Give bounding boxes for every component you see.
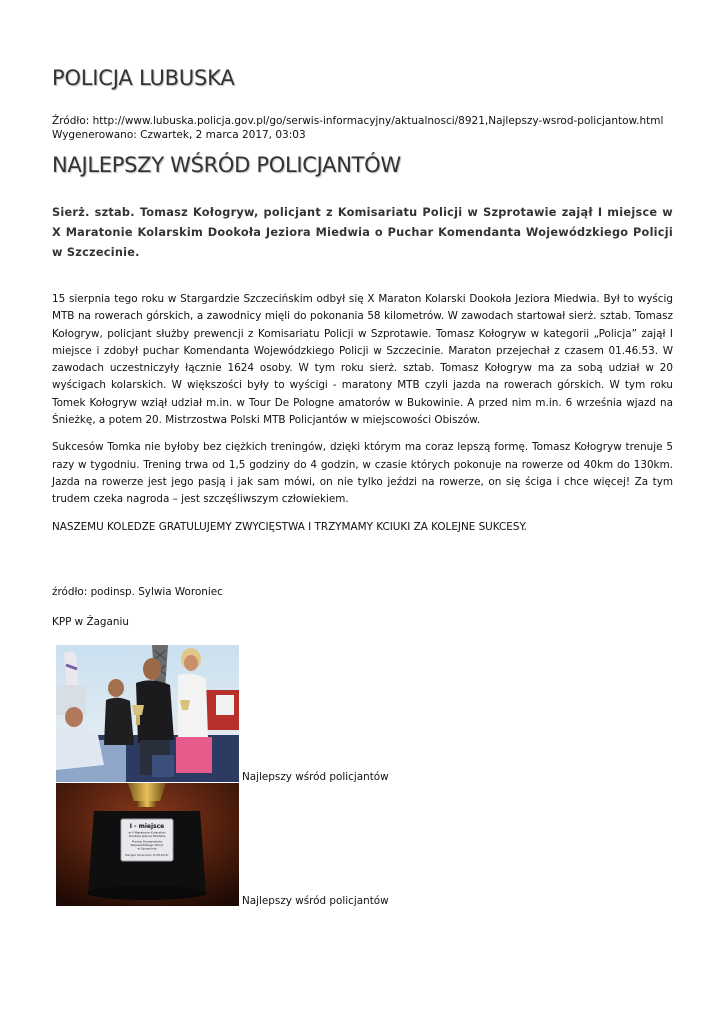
police-unit: KPP w Żaganiu <box>52 616 129 628</box>
generated-date-line: Wygenerowano: Czwartek, 2 marca 2017, 03:03 <box>52 129 306 141</box>
article-paragraph: NASZEMU KOLEDZE GRATULUJEMY ZWYCIĘSTWA I TRZYMAMY KCIUKI ZA KOLEJNE SUKCESY. <box>52 520 527 533</box>
trophy-plate-text: Puchar Komendanta <box>131 839 163 844</box>
trophy-plate-text: w X Maratonie Kolarskim <box>128 830 166 835</box>
article-body <box>52 291 673 546</box>
trophy-plate-text: Dookoła Jeziora Miedwia <box>128 834 166 838</box>
trophy-plate-title: I - miejsce <box>129 823 165 830</box>
article-lead: Sierż. sztab. Tomasz Kołogryw, policjant z Komisariatu Policji w Szprotawie zajął I miejsce w X Maratonie Kolarskim Dookoła Jeziora Miedwia o Puchar Komendanta Wojewódzkiego Policji w Szczecinie. <box>52 206 673 259</box>
source-credit: źródło: podinsp. Sylwia Woroniec <box>52 586 223 598</box>
article-paragraph: 15 sierpnia tego roku w Stargardzie Szczecińskim odbył się X Maraton Kolarski Dookoła Jeziora Miedwia. Był to wyścig MTB na rowerach górskich, a zawodnicy mięli do pokonania 58 kilometrów. W zawodach startował sierż. sztab. Tomasz Kołogryw, policjant służby prewencji z Komisariatu Policji w Szprotawie. Tomasz Kołogryw w kategorii „Policja” zajął I miejsce i zdobył puchar Komendanta Wojewódzkiego Policji w Szczecinie. Maraton przejechał z czasem 01.46.53. W zawodach uczestniczyły łącznie 1624 osoby. W tym roku sierż. sztab. Tomasz Kołogryw ma za sobą udział w 20 wyścigach kolarskich. W większości były to wyścigi - maratony MTB czyli jazda na rowerach górskich. W tym roku Tomek Kołogryw wziął udział m.in. w Tour De Pologne amatorów w Bukowinie. A przed nim m.in. 6 września wjazd na Śnieżkę, a potem 20. Mistrzostwa Polski MTB Policjantów w miejscowości Obiszów. <box>52 293 673 427</box>
trophy-photo <box>56 783 239 920</box>
figure-caption: Najlepszy wśród policjantów <box>242 895 389 907</box>
figure-caption: Najlepszy wśród policjantów <box>242 771 389 783</box>
trophy-plate-text: w Szczecinie <box>137 846 157 851</box>
document-meta <box>52 114 663 142</box>
site-title: POLICJA LUBUSKA <box>52 66 235 90</box>
trophy-plate-text: Wojewódzkiego Policji <box>130 843 164 847</box>
article-paragraph: Sukcesów Tomka nie byłoby bez ciężkich treningów, dzięki którym ma coraz lepszą formę. Tomasz Kołogryw trenuje 5 razy w tygodniu. Trening trwa od 1,5 godziny do 4 godzin, w czasie których pokonuje na rowerze od 40km do 130km. Jazda na rowerze jest jego pasją i jak sam mówi, on nie tylko jeździ na rowerze, on się ściga i chce więcej! Za tym trudem czeka nagroda – jest szczęśliwszym człowiekiem. <box>52 441 673 506</box>
source-url-line: Źródło: http://www.lubuska.policja.gov.pl/go/serwis-informacyjny/aktualnosci/8921,Najlepszy-wsrod-policjantow.html <box>52 115 664 127</box>
award-ceremony-photo <box>56 645 239 782</box>
article-title: NAJLEPSZY WŚRÓD POLICJANTÓW <box>52 153 401 177</box>
trophy-plate-text: Stargard Szczeciński 15.08.2015r. <box>124 854 170 857</box>
